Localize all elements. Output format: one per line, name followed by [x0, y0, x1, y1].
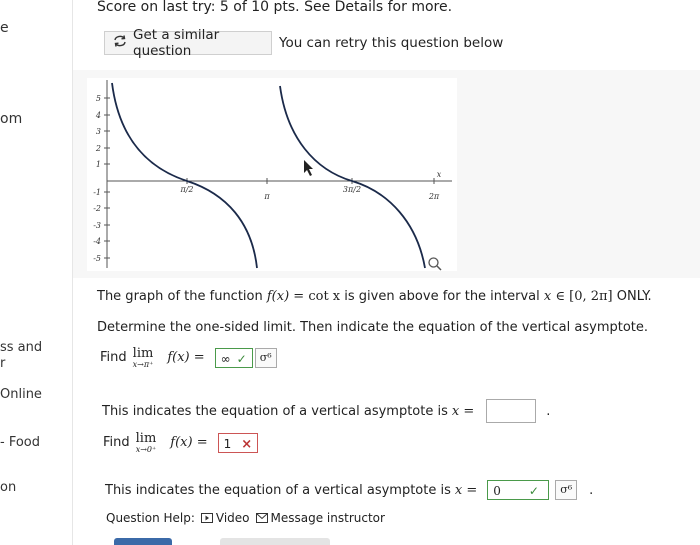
sidebar-item-3[interactable]: ss and [0, 340, 43, 355]
part2-asymptote-row [105, 480, 593, 500]
function-lhs: f(x) [266, 289, 290, 304]
asymptote-input-2[interactable] [487, 480, 549, 500]
envelope-icon [256, 513, 268, 523]
cot-graph [87, 78, 457, 271]
x-tick-pi: π [264, 192, 270, 201]
y-tick-neg3: -3 [93, 221, 101, 230]
zoom-icon[interactable] [428, 256, 442, 275]
message-instructor-link[interactable] [256, 511, 385, 525]
x-tick-2pi: 2π [428, 192, 440, 201]
sidebar-item-7[interactable]: on [0, 480, 17, 495]
x-tick-3pi-half: 3π/2 [342, 185, 362, 194]
similar-question-label: Get a similar question [133, 27, 220, 59]
intro-mid: is given above for the interval [340, 289, 544, 304]
answer-value-2: 1 [223, 436, 232, 451]
interval: [0, 2π] [569, 289, 613, 304]
help-label: Question Help: [106, 511, 195, 525]
score-summary: Score on last try: 5 of 10 pts. See Details for more. [97, 0, 453, 15]
interval-var: x [543, 289, 552, 304]
check-icon-2: ✓ [528, 484, 539, 498]
lim-sub-2: x→0⁺ [135, 445, 157, 454]
cot-branch-2 [280, 86, 425, 268]
find-label-1: Find [100, 350, 127, 365]
cot-graph-svg [87, 78, 457, 271]
sidebar [0, 0, 73, 545]
asymptote-input-1[interactable] [486, 399, 536, 423]
video-icon [201, 513, 213, 523]
video-link[interactable] [201, 511, 250, 525]
answer-value-1: ∞ [220, 351, 231, 366]
y-tick-5: 5 [95, 94, 101, 103]
limit-1 [133, 346, 154, 369]
x-tick-pi-half: π/2 [180, 185, 194, 194]
retry-text: You can retry this question below [279, 35, 504, 51]
refresh-icon [113, 35, 127, 51]
intro-suffix: ONLY. [612, 289, 652, 304]
sigma-button-1[interactable]: σ⁶ [255, 348, 277, 368]
y-tick-1: 1 [95, 160, 101, 169]
y-tick-neg4: -4 [93, 237, 101, 246]
answer-box-2[interactable] [218, 433, 259, 453]
trailing-period-1: . [546, 403, 551, 419]
find-label-2: Find [103, 435, 130, 450]
question-intro: The graph of the function f(x) = cot x is given above for the interval x ∈ [0, 2π] ONLY. [97, 289, 652, 304]
asymptote-text-1: This indicates the equation of a vertical asymptote is [102, 403, 448, 419]
check-icon-1: ✓ [236, 351, 247, 366]
sigma-button-2[interactable]: σ⁶ [555, 480, 577, 500]
message-label: Message instructor [270, 511, 385, 525]
sidebar-item-food[interactable]: - Food [0, 435, 40, 450]
asymptote-value-2: 0 [493, 484, 501, 498]
cross-icon-2: × [241, 436, 253, 452]
lim-word-1: lim [132, 346, 154, 361]
sidebar-item-3b[interactable]: r [0, 356, 6, 371]
y-tick-4: 4 [95, 111, 101, 120]
submit-button[interactable] [114, 538, 172, 545]
trailing-period-2: . [589, 482, 594, 498]
similar-question-button[interactable] [104, 27, 272, 59]
part2-limit-row [103, 431, 258, 454]
y-tick-3: 3 [95, 127, 101, 136]
y-tick-2: 2 [95, 144, 101, 153]
asymptote-var-2: x = [454, 482, 478, 498]
function-rhs: cot x [308, 289, 341, 304]
part1-limit-row [100, 346, 277, 369]
asymptote-var-1: x = [451, 403, 475, 419]
asymptote-text-2: This indicates the equation of a vertical asymptote is [105, 482, 451, 498]
part1-asymptote-row [102, 399, 550, 423]
func-1: f(x) = [167, 350, 205, 365]
sidebar-item-online[interactable]: Online [0, 387, 42, 402]
sidebar-item-1[interactable]: e [0, 20, 9, 36]
lim-sub-1: x→π⁺ [132, 360, 154, 369]
secondary-button[interactable] [220, 538, 330, 545]
y-tick-neg1: -1 [93, 188, 101, 197]
lim-word-2: lim [135, 431, 157, 446]
video-label: Video [215, 511, 250, 525]
limit-2 [136, 431, 157, 454]
y-tick-neg2: -2 [93, 204, 101, 213]
cot-branch-1 [112, 83, 257, 268]
cursor-icon [304, 160, 313, 176]
sidebar-item-2[interactable]: om [0, 111, 23, 127]
question-help-row [106, 511, 385, 525]
y-tick-neg5: -5 [93, 254, 101, 263]
intro-prefix: The graph of the function [97, 289, 267, 304]
func-2: f(x) = [170, 435, 208, 450]
instruction-text: Determine the one-sided limit. Then indicate the equation of the vertical asymptote. [97, 320, 649, 335]
x-axis-label: x [436, 170, 442, 179]
answer-box-1[interactable] [215, 348, 253, 368]
